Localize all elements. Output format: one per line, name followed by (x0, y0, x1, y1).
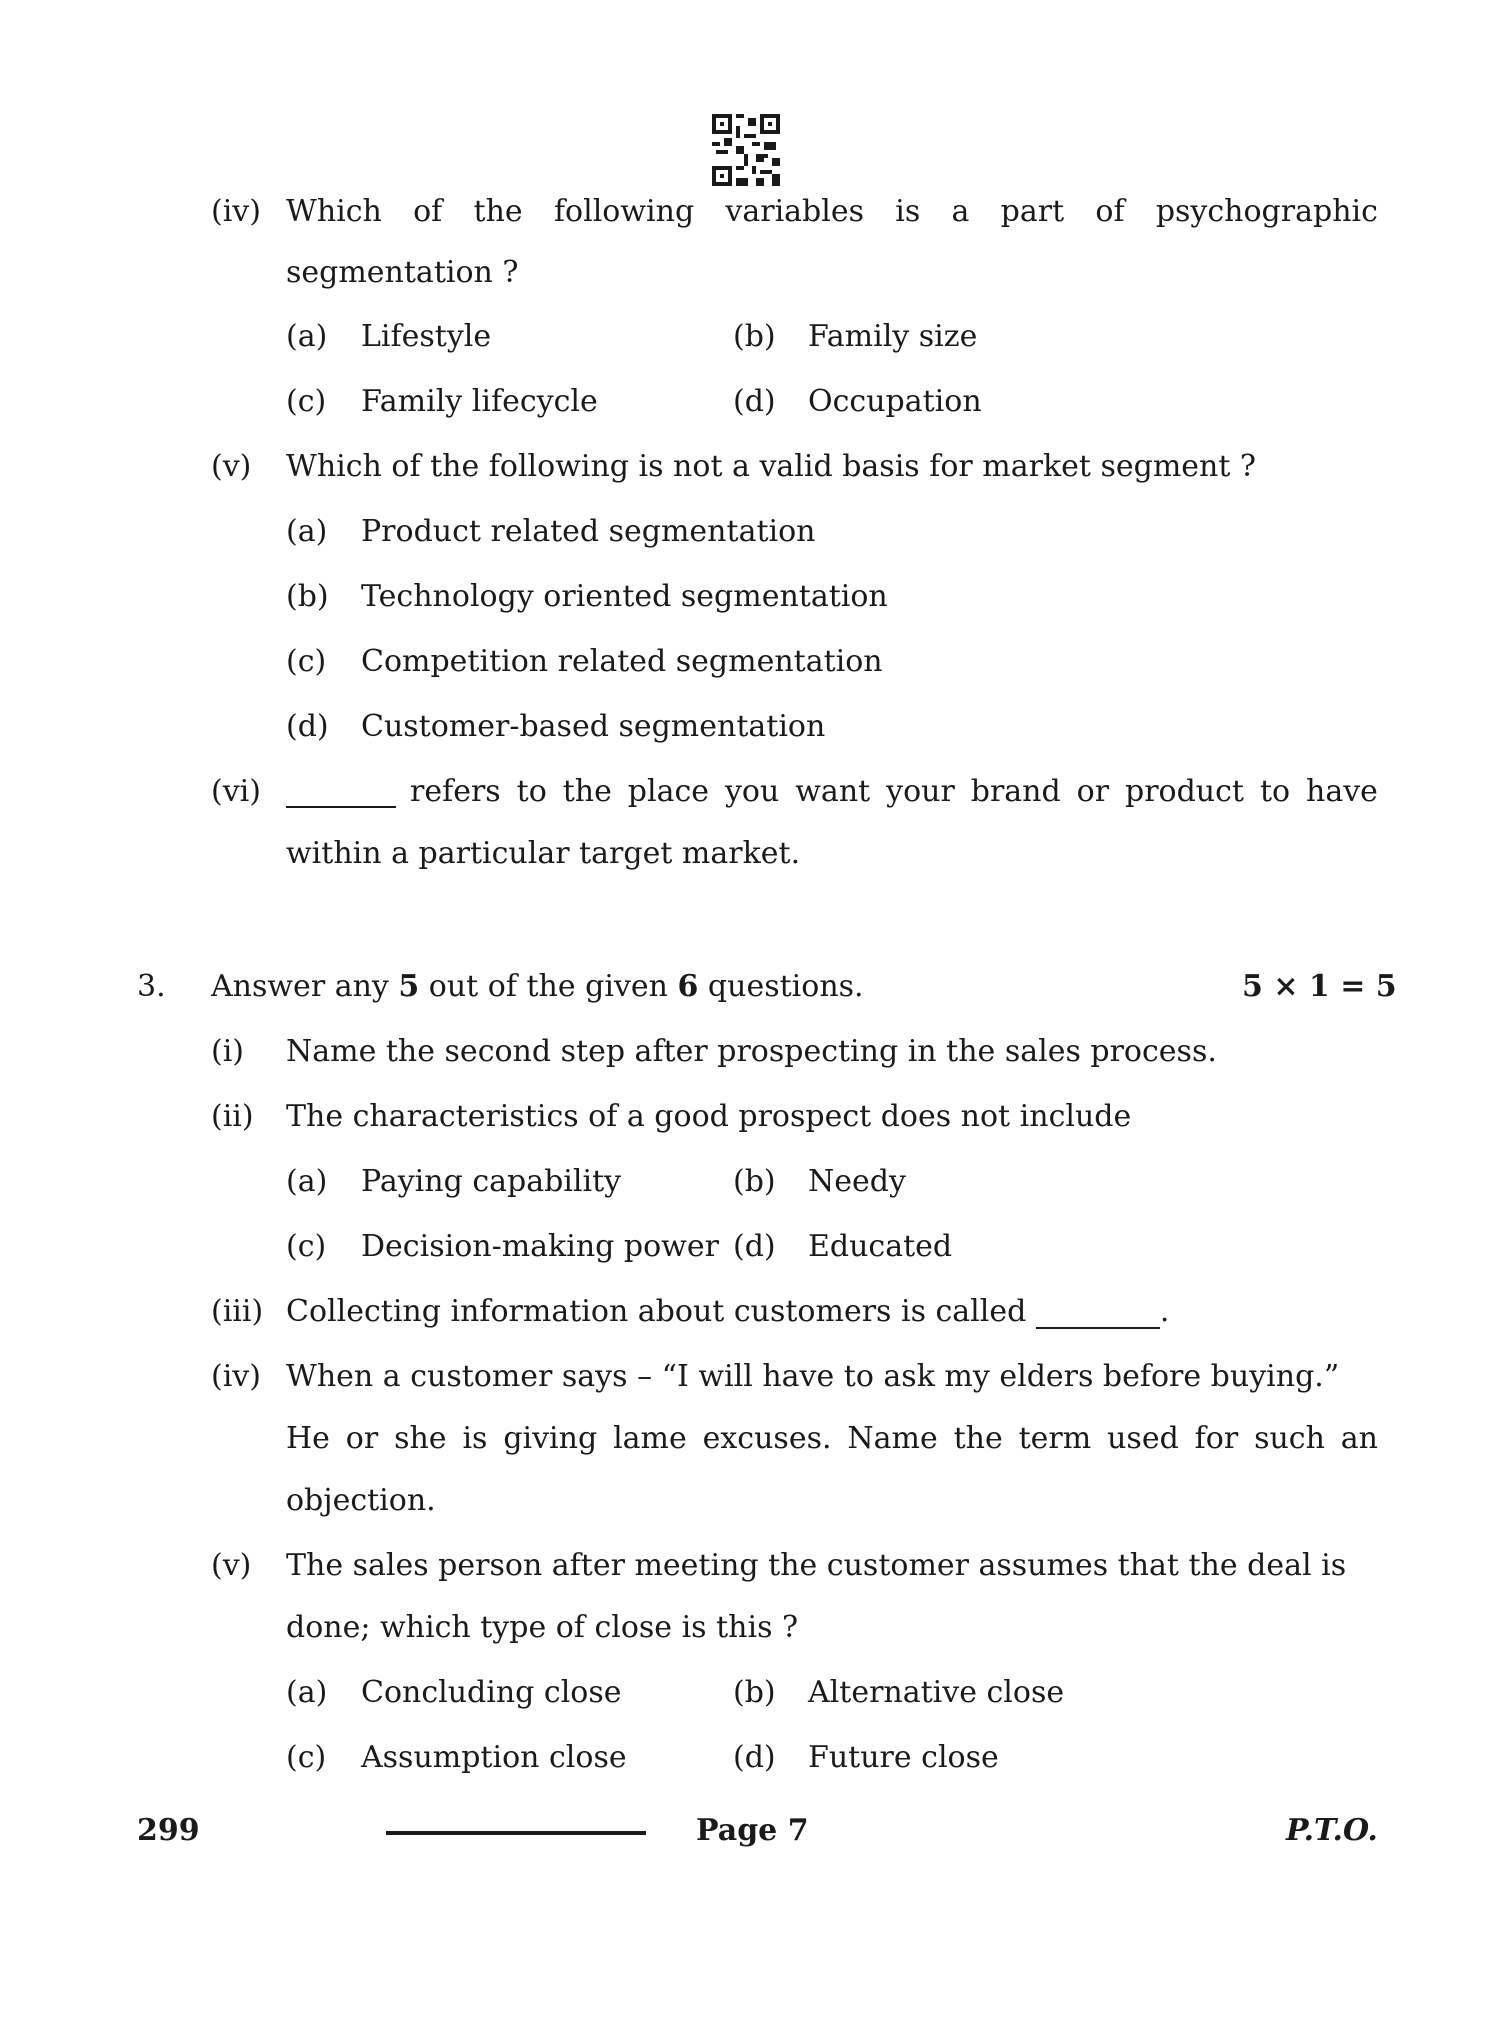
q2-v-option-d: Customer-based segmentation (361, 709, 826, 744)
word: Which (286, 194, 382, 229)
word: of (1095, 194, 1125, 229)
q3-v-question-line1: The sales person after meeting the customer assumes that the deal is (286, 1548, 1347, 1583)
word: refers (410, 774, 501, 809)
q2-iv-option-c-label: (c) (286, 384, 327, 419)
q3-v-option-c-label: (c) (286, 1740, 327, 1775)
word: variables (725, 194, 865, 229)
q2-iv-number: (iv) (211, 194, 261, 229)
q2-v-option-a-label: (a) (286, 514, 328, 549)
q3-ii-option-c-label: (c) (286, 1229, 327, 1264)
q2-v-option-b-label: (b) (286, 579, 329, 614)
q3-iv-question-line3: objection. (286, 1483, 436, 1518)
q3-ii-question: The characteristics of a good prospect does not include (286, 1099, 1132, 1134)
q3-v-option-b-label: (b) (733, 1675, 776, 1710)
q3-v-option-b: Alternative close (808, 1675, 1065, 1710)
page-number: Page 7 (696, 1813, 809, 1848)
q3-ii-option-b-label: (b) (733, 1164, 776, 1199)
paper-code: 299 (137, 1813, 200, 1848)
word: want (795, 774, 871, 809)
q3-v-question-line2: done; which type of close is this ? (286, 1610, 799, 1645)
q2-v-question: Which of the following is not a valid basis for market segment ? (286, 449, 1257, 484)
word: excuses. (702, 1421, 832, 1456)
pto-label: P.T.O. (1286, 1813, 1378, 1848)
word: the (473, 194, 523, 229)
word: or (1076, 774, 1110, 809)
word: lame (613, 1421, 687, 1456)
q2-v-option-a: Product related segmentation (361, 514, 816, 549)
word: an (1340, 1421, 1378, 1456)
q3-v-number: (v) (211, 1548, 252, 1583)
q2-v-option-c: Competition related segmentation (361, 644, 883, 679)
q3-instruction-count: 5 (398, 969, 420, 1004)
q3-ii-number: (ii) (211, 1099, 254, 1134)
q3-ii-option-d-label: (d) (733, 1229, 776, 1264)
word: to (516, 774, 547, 809)
q3-ii-option-a-label: (a) (286, 1164, 328, 1199)
q2-iv-question-line1 (286, 194, 1378, 229)
footer-rule (386, 1831, 646, 1835)
q2-iv-option-d: Occupation (808, 384, 982, 419)
q3-number: 3. (137, 969, 166, 1004)
q2-v-option-d-label: (d) (286, 709, 329, 744)
word: product (1125, 774, 1244, 809)
word: the (953, 1421, 1003, 1456)
word: giving (503, 1421, 598, 1456)
q3-instruction-total: 6 (677, 969, 699, 1004)
q3-instruction-part-c: questions. (698, 969, 864, 1004)
word: He (286, 1421, 330, 1456)
q3-iv-question-line2 (286, 1421, 1378, 1456)
q3-iii-answer-blank (1036, 1297, 1160, 1329)
q3-iii-question (286, 1294, 1170, 1329)
word: to (1259, 774, 1291, 809)
word: place (627, 774, 710, 809)
q3-iii-question-text: Collecting information about customers is called (286, 1294, 1036, 1329)
qr-code-icon (712, 114, 780, 186)
q2-iv-option-b: Family size (808, 319, 978, 354)
q3-v-option-c: Assumption close (361, 1740, 627, 1775)
q2-iv-option-c: Family lifecycle (361, 384, 598, 419)
q2-iv-option-a-label: (a) (286, 319, 328, 354)
word: such (1254, 1421, 1325, 1456)
word: following (553, 194, 695, 229)
word: used (1107, 1421, 1179, 1456)
word: your (886, 774, 955, 809)
word: is (462, 1421, 488, 1456)
word: you (724, 774, 780, 809)
q3-iv-number: (iv) (211, 1359, 261, 1394)
word: Name (847, 1421, 938, 1456)
q3-iii-question-end: . (1159, 1294, 1170, 1329)
q2-iv-option-a: Lifestyle (361, 319, 492, 354)
word: or (345, 1421, 379, 1456)
q3-iv-question-line1: When a customer says – “I will have to ask my elders before buying.” (286, 1359, 1340, 1394)
word: of (413, 194, 443, 229)
word: a (951, 194, 970, 229)
q3-instruction-part-b: out of the given (419, 969, 678, 1004)
q3-marks: 5 × 1 = 5 (1242, 969, 1397, 1004)
q3-v-option-a-label: (a) (286, 1675, 328, 1710)
word: have (1306, 774, 1378, 809)
q3-i-number: (i) (211, 1034, 245, 1069)
q2-iv-question-line2: segmentation ? (286, 255, 519, 290)
q2-vi-number: (vi) (211, 774, 261, 809)
q2-iv-option-d-label: (d) (733, 384, 776, 419)
q3-v-option-d: Future close (808, 1740, 999, 1775)
q2-vi-answer-blank (286, 806, 396, 808)
q3-ii-option-b: Needy (808, 1164, 906, 1199)
word: she (394, 1421, 447, 1456)
q2-v-number: (v) (211, 449, 252, 484)
q3-instruction (211, 969, 864, 1004)
q3-v-option-d-label: (d) (733, 1740, 776, 1775)
q3-instruction-part-a: Answer any (211, 969, 399, 1004)
word: for (1194, 1421, 1239, 1456)
word: brand (970, 774, 1061, 809)
word: is (895, 194, 921, 229)
q3-ii-option-c: Decision-making power (361, 1229, 719, 1264)
q3-v-option-a: Concluding close (361, 1675, 622, 1710)
word: psychographic (1155, 194, 1378, 229)
word: part (1000, 194, 1065, 229)
q3-iii-number: (iii) (211, 1294, 264, 1329)
q3-ii-option-a: Paying capability (361, 1164, 622, 1199)
q2-v-option-b: Technology oriented segmentation (361, 579, 888, 614)
word: the (562, 774, 612, 809)
q3-ii-option-d: Educated (808, 1229, 953, 1264)
q2-vi-question-line1 (410, 774, 1378, 809)
q3-i-question: Name the second step after prospecting in the sales process. (286, 1034, 1217, 1069)
q2-v-option-c-label: (c) (286, 644, 327, 679)
q2-vi-question-line2: within a particular target market. (286, 836, 801, 871)
q2-iv-option-b-label: (b) (733, 319, 776, 354)
word: term (1018, 1421, 1092, 1456)
